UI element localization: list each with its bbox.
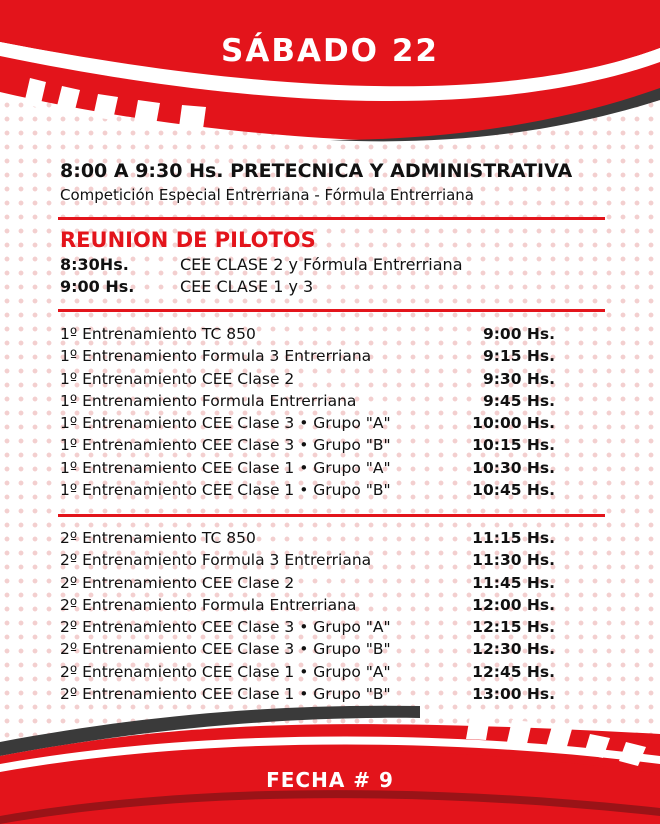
reunion-item — [60, 255, 605, 274]
list-item — [60, 616, 605, 638]
session-name: 1º Entrenamiento CEE Clase 1 • Grupo "B" — [60, 481, 391, 500]
pretecnica-section — [60, 160, 605, 204]
session-name: 2º Entrenamiento TC 850 — [60, 529, 256, 547]
session-time: 11:30 Hs. — [472, 551, 555, 570]
list-item — [60, 434, 605, 456]
list-item — [60, 368, 605, 390]
list-item — [60, 549, 605, 571]
session-time: 10:45 Hs. — [472, 481, 555, 500]
session-time: 13:00 Hs. — [472, 685, 555, 704]
session-time: 12:45 Hs. — [472, 662, 555, 681]
session-name: 2º Entrenamiento CEE Clase 3 • Grupo "B" — [60, 640, 391, 659]
session-time: 10:30 Hs. — [472, 458, 555, 477]
reunion-time: 9:00 Hs. — [60, 277, 135, 296]
pretecnica-subtitle: Competición Especial Entrerriana - Fórmula Entrerriana — [60, 186, 475, 204]
reunion-section — [60, 228, 605, 296]
session-time: 11:15 Hs. — [472, 529, 555, 547]
session-name: 2º Entrenamiento CEE Clase 2 — [60, 573, 295, 592]
session-name: 1º Entrenamiento CEE Clase 3 • Grupo "B" — [60, 436, 391, 455]
list-item — [60, 661, 605, 683]
list-item — [60, 390, 605, 412]
list-item — [60, 457, 605, 479]
session-1-list — [60, 323, 605, 501]
session-name: 2º Entrenamiento CEE Clase 1 • Grupo "A" — [60, 662, 391, 681]
list-item — [60, 412, 605, 434]
session-time: 9:45 Hs. — [482, 391, 555, 410]
session-name: 1º Entrenamiento Formula 3 Entrerriana — [60, 347, 372, 366]
reunion-desc: CEE CLASE 2 y Fórmula Entrerriana — [180, 255, 463, 274]
session-name: 2º Entrenamiento CEE Clase 1 • Grupo "B" — [60, 685, 391, 704]
session-time: 10:15 Hs. — [472, 436, 555, 455]
session-name: 1º Entrenamiento CEE Clase 2 — [60, 369, 295, 388]
session-name: 1º Entrenamiento CEE Clase 3 • Grupo "A" — [60, 414, 391, 433]
session-name: 2º Entrenamiento CEE Clase 3 • Grupo "A" — [60, 618, 391, 637]
reunion-item — [60, 277, 605, 296]
session-time: 9:15 Hs. — [482, 347, 555, 366]
session-time: 9:30 Hs. — [482, 369, 555, 388]
session-2-list — [60, 527, 605, 705]
session-name: 1º Entrenamiento Formula Entrerriana — [60, 391, 357, 410]
header-banner — [0, 0, 660, 150]
session-name: 1º Entrenamiento CEE Clase 1 • Grupo "A" — [60, 458, 391, 477]
footer-banner — [0, 704, 660, 824]
list-item — [60, 594, 605, 616]
list-item — [60, 479, 605, 501]
session-time: 10:00 Hs. — [472, 414, 555, 433]
reunion-desc: CEE CLASE 1 y 3 — [180, 277, 314, 296]
session-name: 2º Entrenamiento Formula Entrerriana — [60, 595, 357, 614]
list-item — [60, 683, 605, 705]
fecha-label: FECHA # 9 — [266, 768, 394, 792]
page-title: SÁBADO 22 — [221, 33, 439, 69]
session-name: 2º Entrenamiento Formula 3 Entrerriana — [60, 551, 372, 570]
session-time: 11:45 Hs. — [472, 573, 555, 592]
list-item — [60, 572, 605, 594]
list-item — [60, 527, 605, 549]
session-time: 12:00 Hs. — [472, 595, 555, 614]
reunion-title: REUNION DE PILOTOS — [60, 228, 316, 252]
reunion-time: 8:30Hs. — [60, 255, 129, 274]
divider — [58, 217, 605, 220]
divider — [58, 514, 605, 517]
list-item — [60, 345, 605, 367]
session-time: 12:15 Hs. — [472, 618, 555, 637]
session-name: 1º Entrenamiento TC 850 — [60, 325, 256, 343]
session-time: 9:00 Hs. — [482, 325, 555, 343]
divider — [58, 309, 605, 312]
pretecnica-title: 8:00 A 9:30 Hs. PRETECNICA Y ADMINISTRATIVA — [60, 160, 573, 182]
session-time: 12:30 Hs. — [472, 640, 555, 659]
list-item — [60, 323, 605, 345]
list-item — [60, 638, 605, 660]
